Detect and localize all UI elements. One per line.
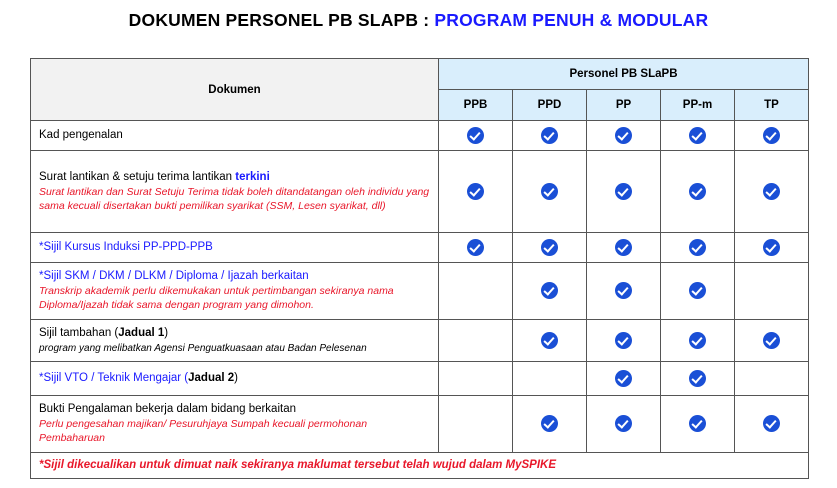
mark-cell-tp bbox=[735, 362, 809, 396]
check-icon bbox=[467, 239, 484, 256]
row-main-text: Surat lantikan & setuju terima lantikan bbox=[39, 170, 236, 183]
check-icon bbox=[467, 127, 484, 144]
check-icon bbox=[763, 332, 780, 349]
check-icon bbox=[615, 370, 632, 387]
table-row bbox=[31, 263, 809, 320]
mark-cell-tp bbox=[735, 263, 809, 320]
check-icon bbox=[689, 415, 706, 432]
mark-cell-ppd bbox=[513, 319, 587, 361]
mark-cell-pp bbox=[587, 263, 661, 320]
row-note: program yang melibatkan Agensi Penguatkuasaan atau Badan Pelesenan bbox=[39, 343, 367, 355]
check-icon bbox=[541, 332, 558, 349]
table-header-row-1 bbox=[31, 59, 809, 90]
mark-cell-pp bbox=[587, 319, 661, 361]
table-row bbox=[31, 319, 809, 361]
page-title-part1: DOKUMEN PERSONEL PB SLAPB : bbox=[128, 10, 435, 30]
check-icon bbox=[689, 282, 706, 299]
mark-cell-ppd bbox=[513, 396, 587, 453]
table-row bbox=[31, 396, 809, 453]
mark-cell-pp-m bbox=[661, 362, 735, 396]
mark-cell-ppb bbox=[439, 121, 513, 151]
header-col-pp: PP bbox=[587, 90, 661, 121]
mark-cell-tp bbox=[735, 121, 809, 151]
header-col-ppd: PPD bbox=[513, 90, 587, 121]
row-main-text: Bukti Pengalaman bekerja dalam bidang berkaitan bbox=[39, 403, 296, 416]
mark-cell-pp bbox=[587, 233, 661, 263]
check-icon bbox=[689, 370, 706, 387]
row-main-text: *Sijil VTO / Teknik Mengajar ( bbox=[39, 372, 189, 385]
mark-cell-ppd bbox=[513, 362, 587, 396]
row-main-suffix: ) bbox=[164, 326, 169, 339]
mark-cell-pp bbox=[587, 362, 661, 396]
check-icon bbox=[541, 282, 558, 299]
mark-cell-ppd bbox=[513, 233, 587, 263]
check-icon bbox=[689, 127, 706, 144]
check-icon bbox=[763, 183, 780, 200]
mark-cell-pp-m bbox=[661, 263, 735, 320]
mark-cell-ppb bbox=[439, 263, 513, 320]
page-title bbox=[0, 0, 837, 31]
row-label bbox=[31, 121, 439, 151]
check-icon bbox=[615, 282, 632, 299]
check-icon bbox=[541, 183, 558, 200]
row-label bbox=[31, 263, 439, 320]
mark-cell-pp bbox=[587, 121, 661, 151]
documents-table-container bbox=[30, 58, 808, 479]
check-icon bbox=[541, 415, 558, 432]
row-label bbox=[31, 233, 439, 263]
row-main-text: Sijil tambahan ( bbox=[39, 326, 119, 339]
row-main-bold: Jadual 1 bbox=[118, 326, 165, 339]
check-icon bbox=[615, 332, 632, 349]
mark-cell-tp bbox=[735, 151, 809, 233]
row-main-text: *Sijil Kursus Induksi PP-PPD-PPB bbox=[39, 241, 213, 254]
row-main-suffix: ) bbox=[234, 372, 239, 385]
row-label bbox=[31, 362, 439, 396]
table-row bbox=[31, 121, 809, 151]
row-note: Transkrip akademik perlu dikemukakan untuk pertimbangan sekiranya nama Diploma/Ijazah tidak sama dengan program yang dimohon. bbox=[39, 285, 394, 312]
mark-cell-ppd bbox=[513, 151, 587, 233]
mark-cell-pp-m bbox=[661, 319, 735, 361]
mark-cell-pp-m bbox=[661, 151, 735, 233]
documents-table bbox=[30, 58, 809, 479]
mark-cell-ppb bbox=[439, 319, 513, 361]
mark-cell-pp-m bbox=[661, 121, 735, 151]
mark-cell-ppb bbox=[439, 362, 513, 396]
check-icon bbox=[541, 127, 558, 144]
check-icon bbox=[763, 415, 780, 432]
header-col-pp-m: PP-m bbox=[661, 90, 735, 121]
check-icon bbox=[541, 239, 558, 256]
table-footer-row bbox=[31, 452, 809, 478]
check-icon bbox=[763, 127, 780, 144]
mark-cell-ppd bbox=[513, 121, 587, 151]
row-main-text: Kad pengenalan bbox=[39, 129, 123, 142]
mark-cell-tp bbox=[735, 319, 809, 361]
check-icon bbox=[615, 239, 632, 256]
mark-cell-tp bbox=[735, 396, 809, 453]
page-title-part2: PROGRAM PENUH & MODULAR bbox=[434, 10, 709, 30]
check-icon bbox=[615, 183, 632, 200]
table-row bbox=[31, 151, 809, 233]
row-main-bold: Jadual 2 bbox=[188, 372, 235, 385]
mark-cell-ppb bbox=[439, 396, 513, 453]
table-row bbox=[31, 362, 809, 396]
check-icon bbox=[689, 332, 706, 349]
check-icon bbox=[689, 183, 706, 200]
row-label bbox=[31, 319, 439, 361]
footer-note: *Sijil dikecualikan untuk dimuat naik sekiranya maklumat tersebut telah wujud dalam MySPIKE bbox=[31, 452, 809, 478]
mark-cell-ppd bbox=[513, 263, 587, 320]
check-icon bbox=[615, 415, 632, 432]
row-main-highlight: terkini bbox=[235, 170, 270, 183]
header-col-ppb: PPB bbox=[439, 90, 513, 121]
check-icon bbox=[689, 239, 706, 256]
header-dokumen: Dokumen bbox=[31, 59, 439, 121]
mark-cell-pp bbox=[587, 151, 661, 233]
mark-cell-pp-m bbox=[661, 396, 735, 453]
check-icon bbox=[763, 239, 780, 256]
mark-cell-pp bbox=[587, 396, 661, 453]
row-label bbox=[31, 396, 439, 453]
mark-cell-ppb bbox=[439, 233, 513, 263]
row-note: Perlu pengesahan majikan/ Pesuruhjaya Sumpah kecuali permohonan Pembaharuan bbox=[39, 418, 368, 445]
row-note: Surat lantikan dan Surat Setuju Terima tidak boleh ditandatangan oleh individu yang sama kecuali disertakan bukti pemilikan syarikat (SSM, Lesen syarikat, dll) bbox=[39, 186, 430, 212]
mark-cell-tp bbox=[735, 233, 809, 263]
mark-cell-pp-m bbox=[661, 233, 735, 263]
mark-cell-ppb bbox=[439, 151, 513, 233]
row-label bbox=[31, 151, 439, 233]
check-icon bbox=[615, 127, 632, 144]
header-personel-group: Personel PB SLaPB bbox=[439, 59, 809, 90]
header-col-tp: TP bbox=[735, 90, 809, 121]
table-row bbox=[31, 233, 809, 263]
row-main-text: *Sijil SKM / DKM / DLKM / Diploma / Ijazah berkaitan bbox=[39, 270, 309, 282]
check-icon bbox=[467, 183, 484, 200]
